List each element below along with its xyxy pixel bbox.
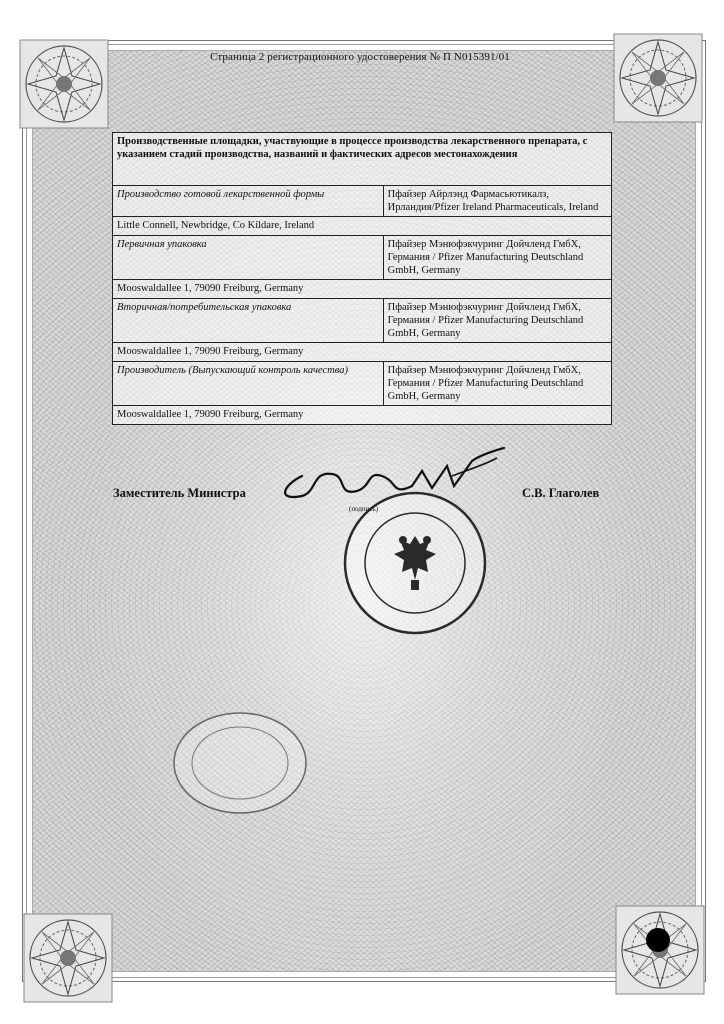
address-cell: Mooswaldallee 1, 79090 Freiburg, Germany (113, 280, 612, 299)
table-row (113, 280, 612, 299)
signer-position: Заместитель Министра (113, 486, 246, 500)
signer-name: С.В. Глаголев (522, 486, 600, 500)
signature-caption: (подпись) (349, 505, 379, 513)
secondary-seal (170, 708, 310, 818)
company-cell: Пфайзер Мэнюфэкчуринг Дойчленд ГмбХ, Германия / Pfizer Manufacturing Deutschland GmbH, Germany (383, 362, 611, 406)
stage-cell: Производство готовой лекарственной формы (113, 186, 384, 217)
table-row (113, 133, 612, 186)
table-row (113, 406, 612, 425)
company-cell: Пфайзер Айрлэнд Фармасьютикалз, Ирландия/Pfizer Ireland Pharmaceuticals, Ireland (383, 186, 611, 217)
stage-cell: Вторичная/потребительская упаковка (113, 299, 384, 343)
table-row (113, 362, 612, 406)
manufacturing-sites-table (112, 132, 612, 425)
address-cell: Mooswaldallee 1, 79090 Freiburg, Germany (113, 406, 612, 425)
company-cell: Пфайзер Мэнюфэкчуринг Дойчленд ГмбХ, Германия / Pfizer Manufacturing Deutschland GmbH, Germany (383, 299, 611, 343)
corner-rosette-icon (22, 912, 114, 1004)
punch-hole (646, 928, 670, 952)
table-heading: Производственные площадки, участвующие в процессе производства лекарственного препарата, с указанием стадий производства, названий и фактических адресов местонахождения (113, 133, 612, 186)
table-row (113, 343, 612, 362)
table-row (113, 299, 612, 343)
table-row (113, 186, 612, 217)
handwritten-signature (272, 446, 512, 506)
table-row (113, 236, 612, 280)
corner-rosette-icon (612, 32, 704, 124)
company-cell: Пфайзер Мэнюфэкчуринг Дойчленд ГмбХ, Германия / Pfizer Manufacturing Deutschland GmbH, Germany (383, 236, 611, 280)
corner-rosette-icon (18, 38, 110, 130)
stage-cell: Производитель (Выпускающий контроль качества) (113, 362, 384, 406)
stage-cell: Первичная упаковка (113, 236, 384, 280)
table-row (113, 217, 612, 236)
address-cell: Little Connell, Newbridge, Co Kildare, Ireland (113, 217, 612, 236)
address-cell: Mooswaldallee 1, 79090 Freiburg, Germany (113, 343, 612, 362)
page-header: Страница 2 регистрационного удостоверения № П N015391/01 (210, 51, 510, 63)
